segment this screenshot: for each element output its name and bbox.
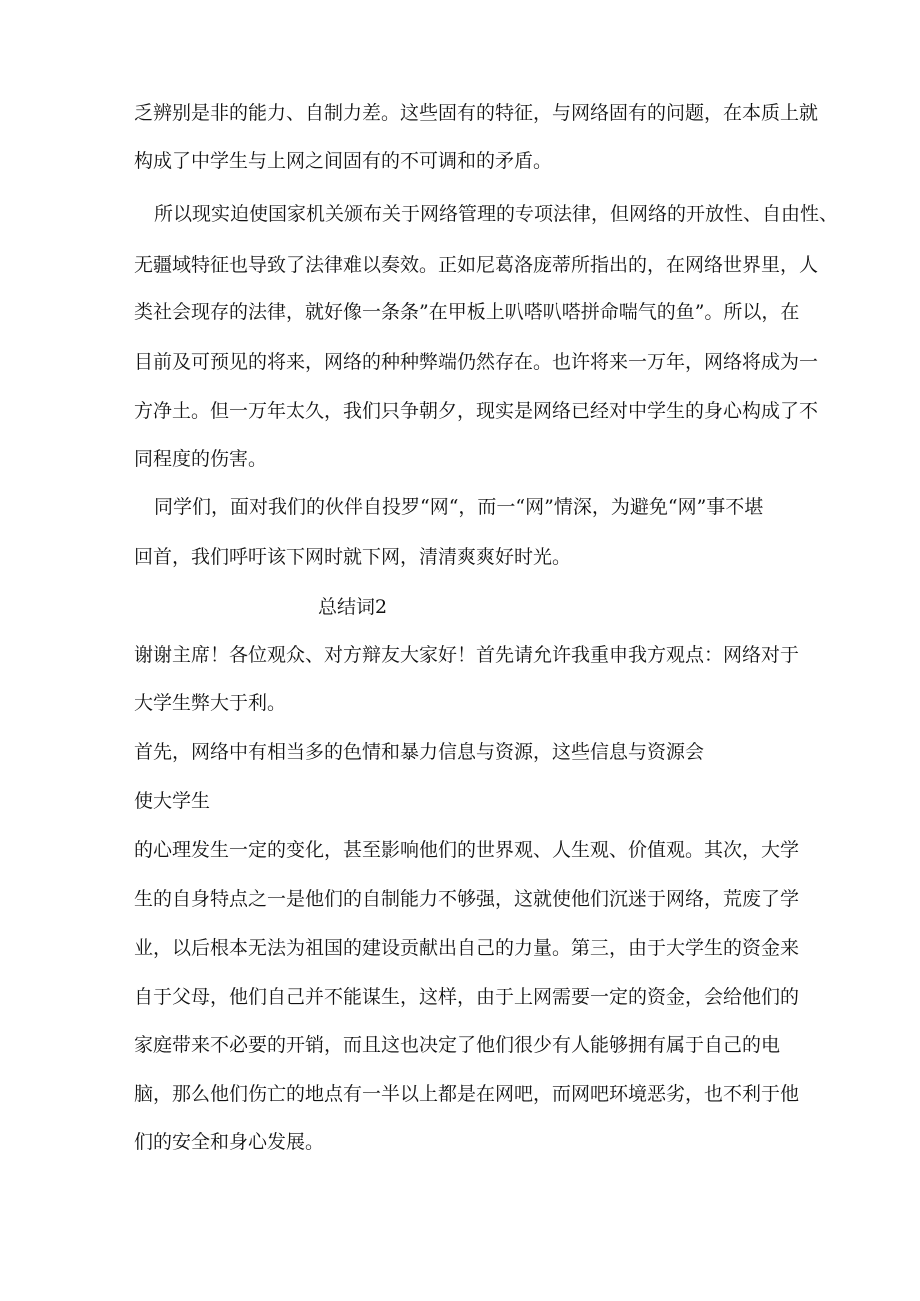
text-line: 大学生弊大于利。 [134, 692, 287, 714]
text-line: 首先，网络中有相当多的色情和暴力信息与资源，这些信息与资源会 [134, 741, 705, 763]
text-line: 构成了中学生与上网之间固有的不可调和的矛盾。 [134, 150, 553, 172]
text-line: 业，以后根本无法为祖国的建设贡献出自己的力量。第三，由于大学生的资金来 [134, 937, 800, 959]
text-line: 方净土。但一万年太久，我们只争朝夕，现实是网络已经对中学生的身心构成了不 [134, 400, 819, 422]
text-line: 使大学生 [134, 790, 211, 812]
text-line: 目前及可预见的将来，网络的种种弊端仍然存在。也许将来一万年，网络将成为一 [134, 351, 819, 373]
text-line: 回首，我们呼吁该下网时就下网，清清爽爽好时光。 [134, 546, 572, 568]
text-line: 家庭带来不必要的开销，而且这也决定了他们很少有人能够拥有属于自己的电 [134, 1034, 781, 1056]
text-line: 的心理发生一定的变化，甚至影响他们的世界观、人生观、价值观。其次，大学 [134, 839, 800, 861]
text-line: 无疆域特征也导致了法律难以奏效。正如尼葛洛庞蒂所指出的，在网络世界里，人 [134, 254, 819, 276]
text-line: 们的安全和身心发展。 [134, 1131, 325, 1153]
text-line: 自于父母，他们自己并不能谋生，这样，由于上网需要一定的资金，会给他们的 [134, 986, 800, 1008]
text-line: 脑，那么他们伤亡的地点有一半以上都是在网吧，而网吧环境恶劣，也不利于他 [134, 1083, 800, 1105]
text-line: 同学们，面对我们的伙伴自投罗“网“，而一“网”情深，为避免“网”事不堪 [154, 496, 764, 518]
text-line: 类社会现存的法律，就好像一条条”在甲板上叭嗒叭嗒拼命喘气的鱼”。所以，在 [134, 301, 800, 323]
text-line: 乏辨别是非的能力、自制力差。这些固有的特征，与网络固有的问题，在本质上就 [134, 102, 819, 124]
text-line: 谢谢主席！各位观众、对方辩友大家好！首先请允许我重申我方观点：网络对于 [134, 644, 800, 666]
text-line: 生的自身特点之一是他们的自制能力不够强，这就使他们沉迷于网络，荒废了学 [134, 888, 800, 910]
section-title: 总结词2 [318, 596, 388, 618]
text-line: 同程度的伤害。 [134, 448, 268, 470]
text-line: 所以现实迫使国家机关颁布关于网络管理的专项法律，但网络的开放性、自由性、 [154, 203, 839, 225]
